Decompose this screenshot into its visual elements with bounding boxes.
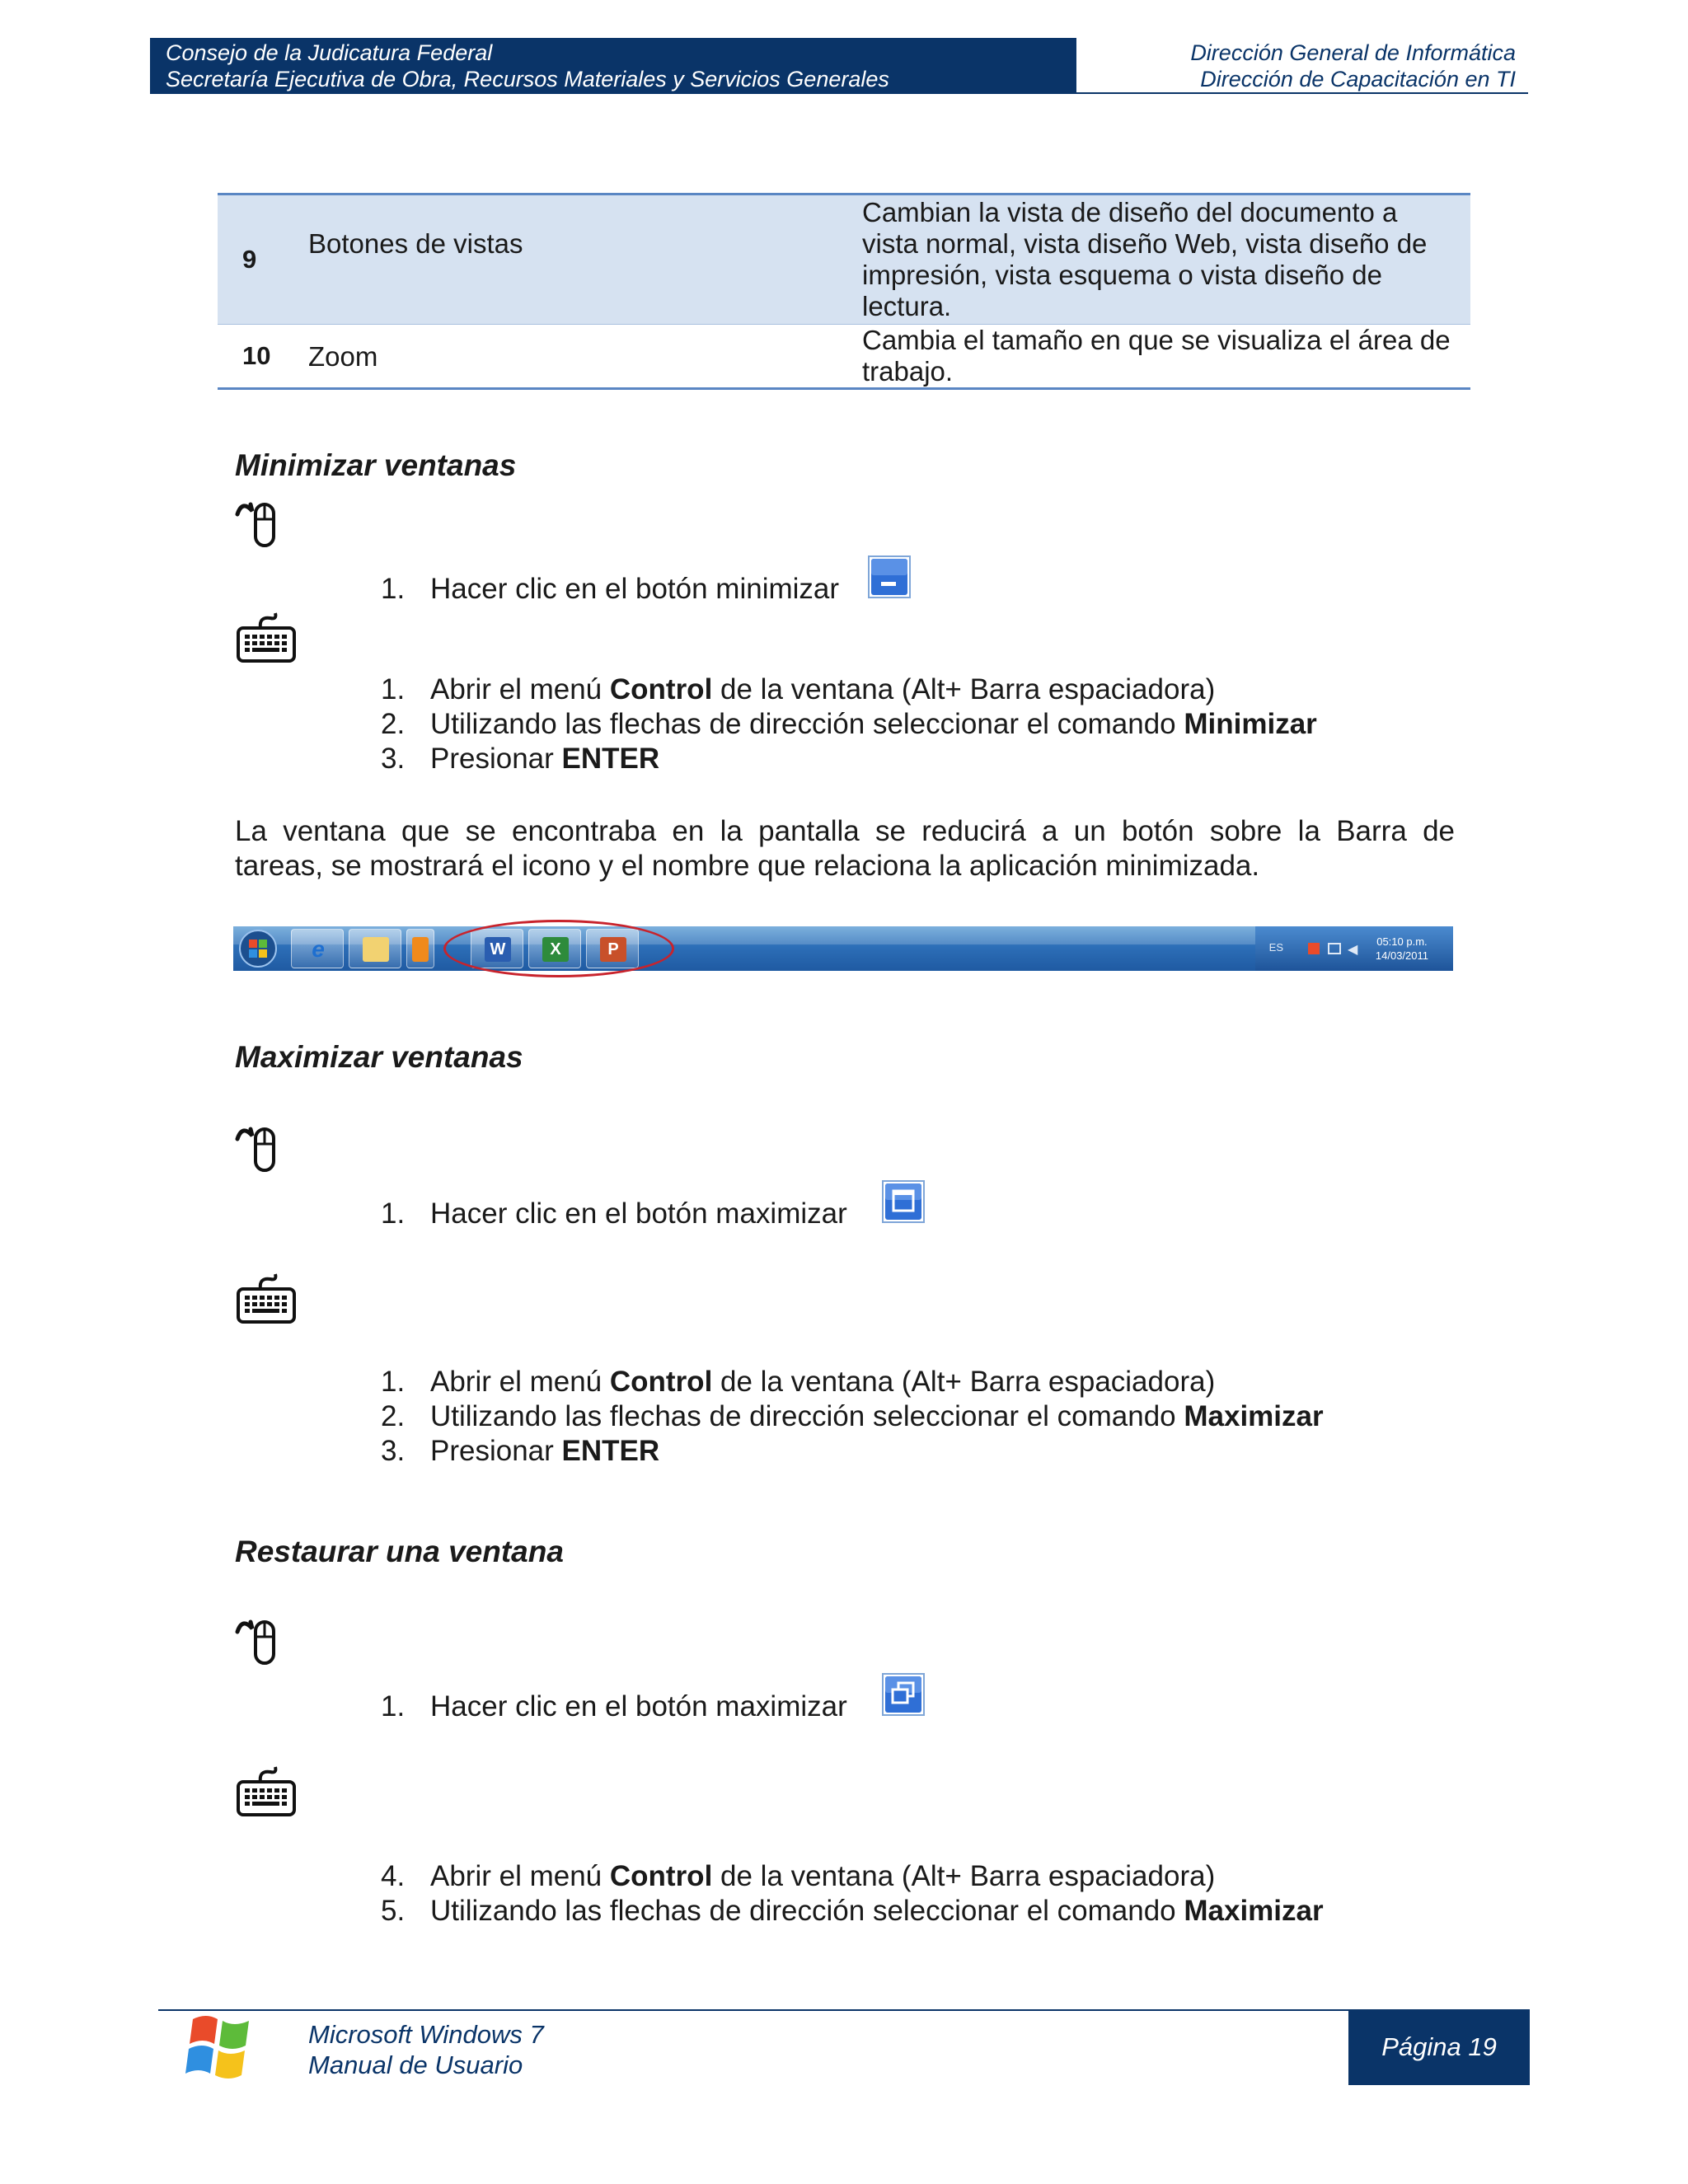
- mouse-icon: [234, 493, 292, 551]
- step-number: 1.: [381, 573, 406, 605]
- volume-icon: ◀: [1348, 943, 1358, 957]
- page-number: Página 19: [1348, 2009, 1530, 2085]
- step-item: [381, 1365, 1215, 1399]
- step-text: Abrir el menú: [430, 1860, 610, 1892]
- header-left-line2: Secretaría Ejecutiva de Obra, Recursos Materiales y Servicios Generales: [166, 67, 889, 91]
- header-left: [150, 38, 1076, 94]
- excel-icon: X: [542, 937, 569, 962]
- notification-area: [1255, 926, 1453, 971]
- minimize-button-icon: [868, 555, 911, 598]
- step-item: [381, 673, 1215, 707]
- step-text: Hacer clic en el botón maximizar: [430, 1197, 847, 1230]
- step-item: [381, 572, 839, 607]
- word-icon: W: [485, 937, 511, 962]
- header-left-line1: Consejo de la Judicatura Federal: [166, 40, 493, 65]
- step-bold: Maximizar: [1184, 1400, 1324, 1432]
- row-name: Botones de vistas: [308, 228, 523, 259]
- step-number: 3.: [381, 743, 406, 775]
- taskbar-explorer-button: [349, 929, 401, 968]
- step-bold: Control: [609, 1860, 713, 1892]
- ie-icon: e: [312, 936, 325, 962]
- header-right-line2: Dirección de Capacitación en TI: [1200, 67, 1516, 91]
- windows-logo-icon: [181, 2011, 257, 2083]
- paragraph-line: La ventana que se encontraba en la pantalla se reducirá a un botón sobre la Barra de: [235, 815, 1455, 847]
- mouse-icon: [234, 1118, 292, 1175]
- step-text: de la ventana (Alt+ Barra espaciadora): [712, 673, 1216, 705]
- step-number: 1.: [381, 673, 406, 705]
- maximize-button-icon: [882, 1180, 925, 1223]
- step-text: Abrir el menú: [430, 1366, 610, 1398]
- taskbar-media-button: [406, 929, 434, 968]
- step-item: [381, 1399, 1324, 1434]
- section-title-restaurar: Restaurar una ventana: [235, 1535, 564, 1568]
- step-text: Utilizando las flechas de dirección seleccionar el comando: [430, 1400, 1184, 1432]
- minimize-description: [235, 814, 1455, 883]
- media-player-icon: [412, 937, 429, 962]
- step-item: [381, 1894, 1324, 1929]
- taskbar-screenshot: [233, 926, 1453, 971]
- step-bold: Control: [609, 1366, 713, 1398]
- taskbar-clock: [1376, 935, 1428, 963]
- row-number: 9: [242, 245, 257, 274]
- step-item: [381, 1197, 847, 1231]
- step-text: Presionar: [430, 743, 562, 775]
- step-number: 1.: [381, 1690, 406, 1722]
- table-row: [218, 195, 1470, 324]
- step-bold: ENTER: [561, 1435, 660, 1467]
- step-number: 5.: [381, 1895, 406, 1927]
- step-number: 1.: [381, 1197, 406, 1230]
- footer-line2: Manual de Usuario: [308, 2050, 523, 2079]
- step-item: [381, 1690, 847, 1724]
- clock-date: 14/03/2011: [1375, 949, 1428, 962]
- step-number: 1.: [381, 1366, 406, 1398]
- paragraph-line: tareas, se mostrará el icono y el nombre que relaciona la aplicación minimizada.: [235, 850, 1260, 882]
- step-text: Hacer clic en el botón minimizar: [430, 573, 840, 605]
- step-bold: Control: [609, 673, 713, 705]
- step-item: [381, 707, 1317, 742]
- step-item: [381, 1434, 659, 1469]
- footer-line1: Microsoft Windows 7: [308, 2020, 544, 2049]
- section-title-maximizar: Maximizar ventanas: [235, 1040, 523, 1074]
- keyboard-icon: [236, 1765, 297, 1818]
- network-icon: [1328, 943, 1341, 954]
- header-rule: [1076, 92, 1528, 94]
- step-bold: Maximizar: [1184, 1895, 1324, 1927]
- folder-icon: [363, 937, 389, 962]
- highlight-ellipse: [443, 920, 674, 977]
- step-bold: ENTER: [561, 743, 660, 775]
- footer-rule: [158, 2009, 1348, 2011]
- components-table: [218, 193, 1470, 390]
- row-number: 10: [242, 341, 271, 370]
- step-item: [381, 1859, 1215, 1894]
- step-text: de la ventana (Alt+ Barra espaciadora): [712, 1366, 1216, 1398]
- mouse-icon: [234, 1610, 292, 1668]
- step-number: 3.: [381, 1435, 406, 1467]
- table-row: [218, 324, 1470, 387]
- row-name: Zoom: [308, 341, 378, 372]
- row-description: Cambian la vista de diseño del documento a vista normal, vista diseño Web, vista diseño de impresión, vista esquema o vista diseño de lectura.: [862, 197, 1428, 321]
- step-bold: Minimizar: [1184, 708, 1317, 740]
- step-number: 4.: [381, 1860, 406, 1892]
- language-indicator: ES: [1268, 941, 1283, 954]
- header-right-line1: Dirección General de Informática: [1190, 40, 1516, 65]
- taskbar-ie-button: [291, 929, 344, 968]
- flag-icon: [1308, 943, 1320, 954]
- header-right: [1080, 38, 1528, 92]
- keyboard-icon: [236, 612, 297, 664]
- step-item: [381, 742, 659, 776]
- powerpoint-icon: P: [600, 937, 626, 962]
- step-text: Hacer clic en el botón maximizar: [430, 1690, 847, 1722]
- keyboard-icon: [236, 1272, 297, 1325]
- step-number: 2.: [381, 1400, 406, 1432]
- step-number: 2.: [381, 708, 406, 740]
- start-orb-icon: [238, 929, 278, 968]
- footer-text: [308, 2019, 544, 2080]
- step-text: Utilizando las flechas de dirección seleccionar el comando: [430, 708, 1184, 740]
- section-title-minimizar: Minimizar ventanas: [235, 448, 517, 482]
- restore-button-icon: [882, 1673, 925, 1716]
- step-text: de la ventana (Alt+ Barra espaciadora): [712, 1860, 1216, 1892]
- step-text: Presionar: [430, 1435, 562, 1467]
- step-text: Utilizando las flechas de dirección seleccionar el comando: [430, 1895, 1184, 1927]
- step-text: Abrir el menú: [430, 673, 610, 705]
- clock-time: 05:10 p.m.: [1376, 935, 1428, 948]
- row-description: Cambia el tamaño en que se visualiza el área de trabajo.: [862, 325, 1451, 387]
